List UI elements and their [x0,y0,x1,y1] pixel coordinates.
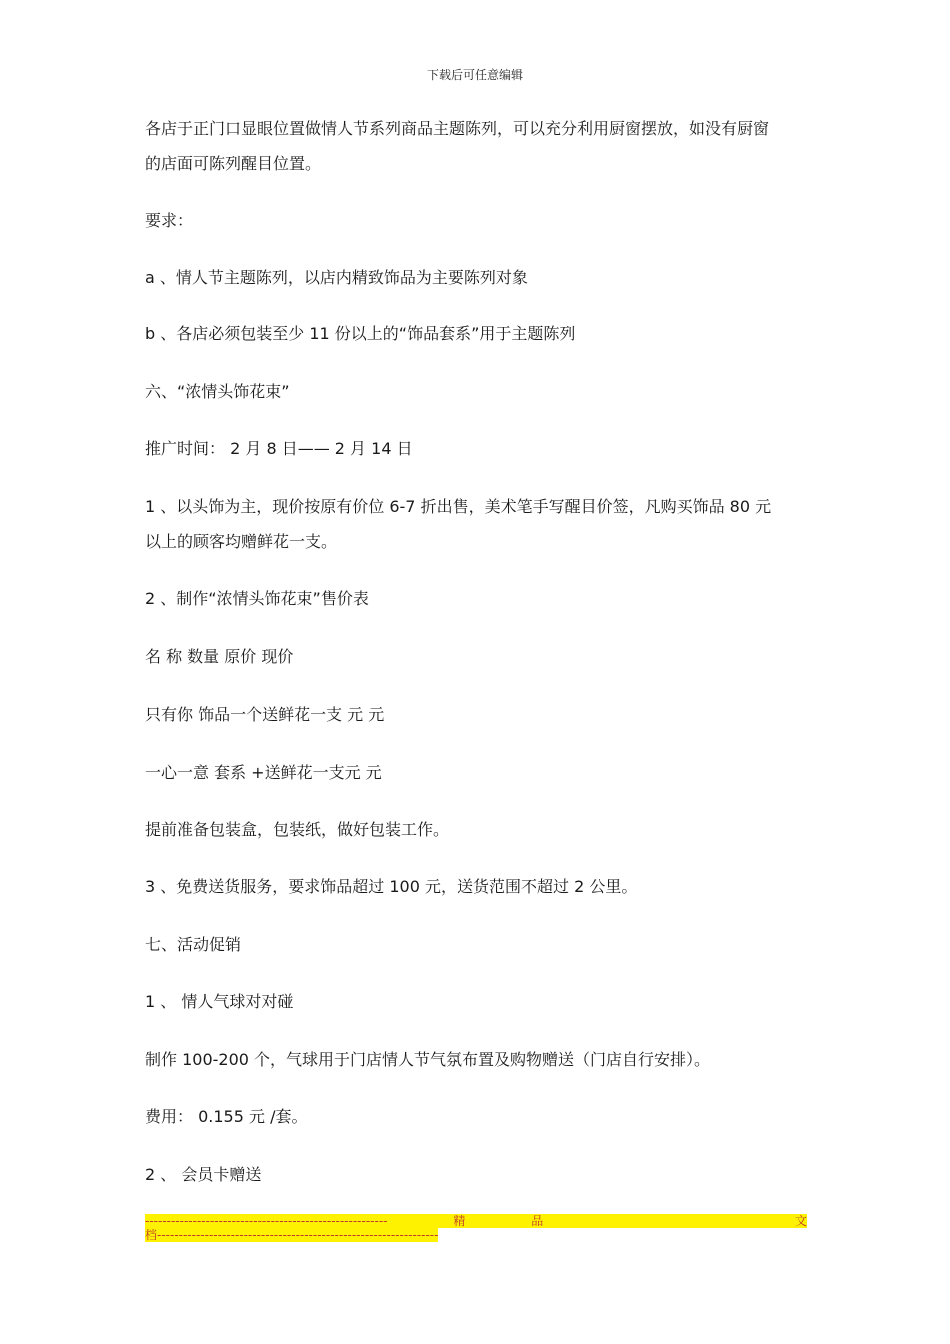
paragraph-line: 1 、以头饰为主，现价按原有价位 6-7 折出售，美术笔手写醒目价签，凡购买饰品 80 元 [145,497,772,516]
price-list-item: 2 、制作“浓情头饰花束”售价表 [145,589,369,608]
paragraph-line: 的店面可陈列醒目位置。 [145,154,322,173]
price-table-row: 一心一意 套系 +送鲜花一支元 元 [145,763,382,782]
paragraph-line: 各店于正门口显眼位置做情人节系列商品主题陈列，可以充分利用厨窗摆放，如没有厨窗 [145,119,770,138]
membership-card-item: 2 、 会员卡赠送 [145,1165,262,1184]
footer-dashes: -------------------------------------------------------- [145,1214,388,1228]
footer-word: 精 [453,1214,466,1228]
balloon-item: 1 、 情人气球对对碰 [145,992,294,1011]
paragraph-headwear-discount [145,489,810,559]
footer-word: 文 [794,1214,807,1228]
footer-banner [145,1214,807,1242]
footer-line: 档----------------------------------------------------------------- [145,1228,439,1242]
footer-word: 品 [531,1214,544,1228]
packaging-note: 提前准备包装盒，包装纸，做好包装工作。 [145,820,450,839]
price-table-header: 名 称 数量 原价 现价 [145,647,294,666]
promotion-period: 推广时间： 2 月 8 日—— 2 月 14 日 [145,439,413,458]
section-heading-six: 六、“浓情头饰花束” [145,382,290,401]
section-heading-seven: 七、活动促销 [145,935,242,954]
paragraph-display-location [145,111,810,181]
requirements-heading: 要求： [145,211,194,230]
price-table-row: 只有你 饰品一个送鲜花一支 元 元 [145,705,385,724]
cost-line: 费用： 0.155 元 /套。 [145,1107,308,1126]
balloon-description: 制作 100-200 个，气球用于门店情人节气氛布置及购物赠送（门店自行安排）。 [145,1050,711,1069]
paragraph-line: 以上的顾客均赠鲜花一支。 [145,532,338,551]
footer-spacer [609,1214,729,1228]
footer-line [145,1214,807,1228]
page-header: 下载后可任意编辑 [426,68,523,82]
requirement-a: a 、情人节主题陈列，以店内精致饰品为主要陈列对象 [145,268,528,287]
delivery-service: 3 、免费送货服务，要求饰品超过 100 元，送货范围不超过 2 公里。 [145,877,638,896]
requirement-b: b 、各店必须包装至少 11 份以上的“饰品套系”用于主题陈列 [145,324,576,343]
